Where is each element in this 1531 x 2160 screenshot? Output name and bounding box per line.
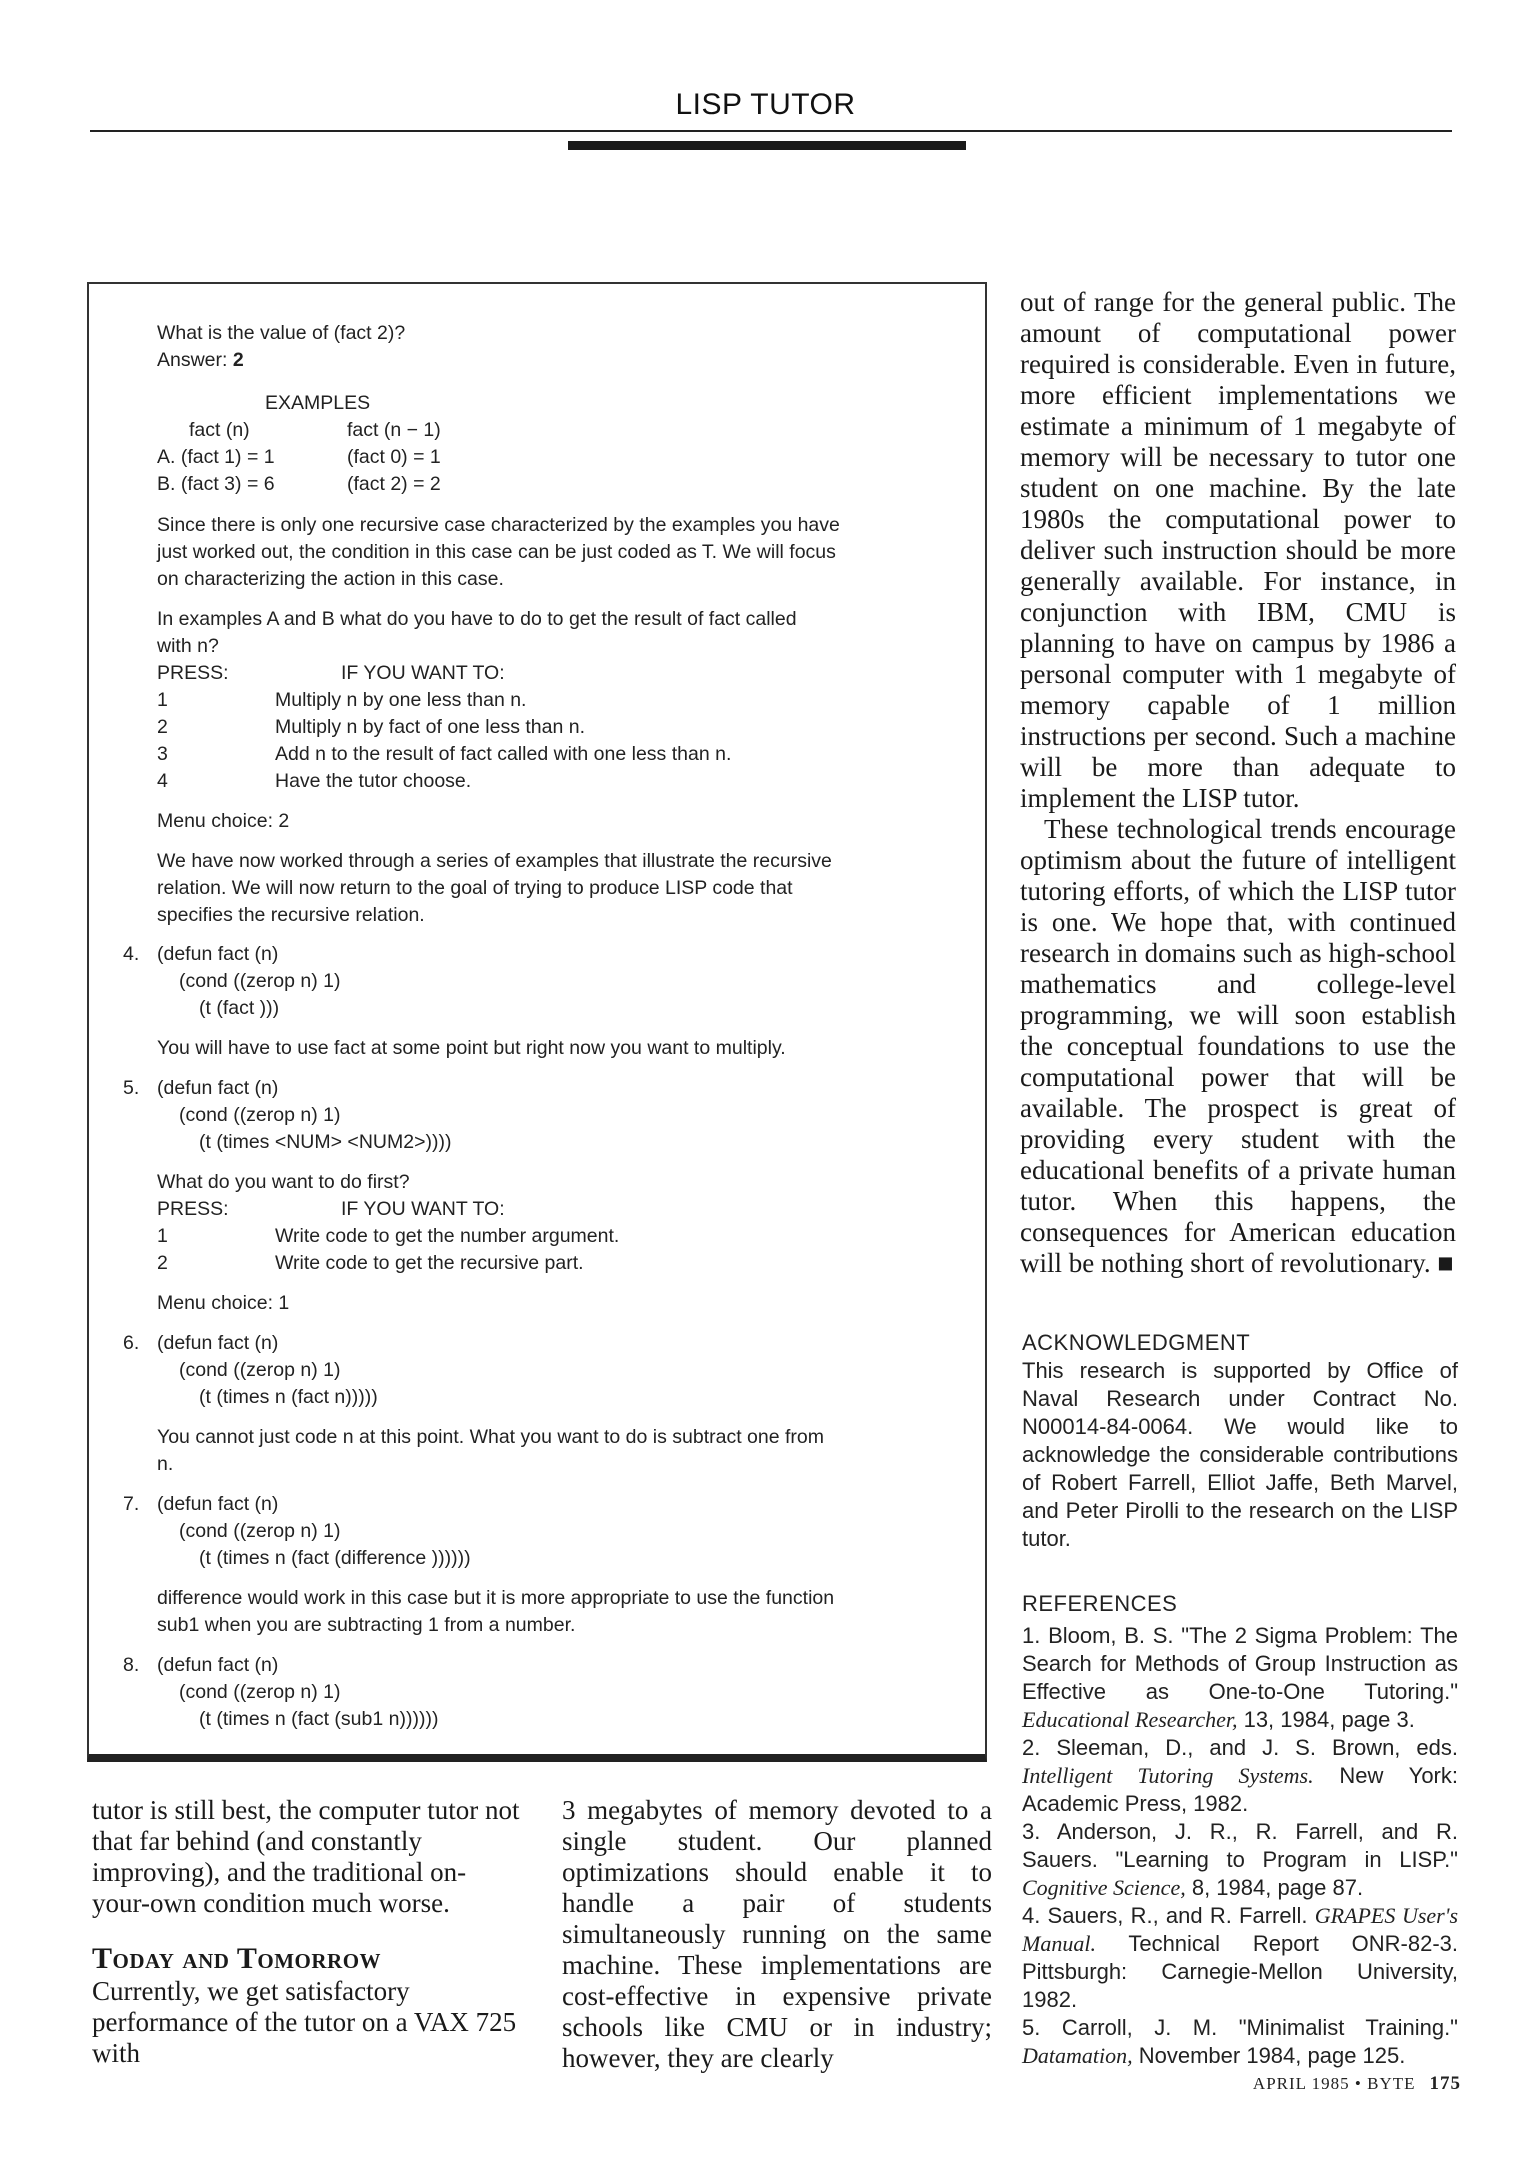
dialog-answer [157, 347, 244, 374]
header-rule [90, 130, 1452, 132]
examples-col1-head: fact (n) [189, 419, 250, 441]
code-line: (t (fact ))) [199, 997, 280, 1019]
reference-item: 1. Bloom, B. S. "The 2 Sigma Problem: The Search for Methods of Group Instruction as Effective as One-to-One Tutoring." Educational Researcher, 13, 1984, page 3. [1022, 1623, 1458, 1732]
step-number: 8. [123, 1654, 140, 1676]
code-line: (cond ((zerop n) 1) [179, 1359, 341, 1381]
menu-option-num: 4 [157, 770, 168, 792]
menu-option-num: 3 [157, 743, 168, 765]
dialog-text-line: relation. We will now return to the goal of trying to produce LISP code that [157, 877, 793, 899]
body-paragraph: These technological trends encourage optimism about the future of intelligent tutoring efforts, of which the LISP tutor is one. We hope that, with continued research in domains such as high-school mathematics and college-level programming, we will soon establish the conceptual foundations to use the computational power that will be available. The prospect is great of providing every student with the educational benefits of a private human tutor. When this happens, the consequences for American education will be nothing short of revolutionary. ■ [1020, 814, 1456, 1278]
examples-col2-head: fact (n − 1) [347, 419, 441, 441]
dialog-text-line: with n? [157, 635, 219, 657]
references-section [1022, 1590, 1458, 2070]
reference-item: 3. Anderson, J. R., R. Farrell, and R. Sauers. "Learning to Program in LISP." Cognitive Science, 8, 1984, page 87. [1022, 1819, 1458, 1900]
menu-option-text: Write code to get the number argument. [275, 1225, 620, 1247]
dialog-text-line: You will have to use fact at some point but right now you want to multiply. [157, 1037, 786, 1059]
code-line: (cond ((zerop n) 1) [179, 1520, 341, 1542]
dialog-text-line: In examples A and B what do you have to do to get the result of fact called [157, 608, 797, 630]
body-column-1 [92, 1795, 522, 2069]
menu-option-text: Have the tutor choose. [275, 770, 472, 792]
dialog-question: What do you want to do first? [157, 1171, 410, 1193]
dialog-text-line: on characterizing the action in this case. [157, 568, 504, 590]
if-want-label: IF YOU WANT TO: [341, 662, 505, 684]
example-a-left: A. (fact 1) = 1 [157, 446, 275, 468]
code-line: (t (times <NUM> <NUM2>)))) [199, 1131, 452, 1153]
code-line: (t (times n (fact (difference )))))) [199, 1547, 471, 1569]
body-paragraph: out of range for the general public. The amount of computational power required is considerable. Even in future, more efficient implementations we estimate a minimum of 1 megabyte of memory will be necessary to tutor one student on one machine. By the late 1980s the computational power to deliver such instruction should be more generally available. For instance, in conjunction with IBM, CMU is planning to have on campus by 1986 a personal computer with 1 megabyte of memory capable of 1 million instructions per second. Such a machine will be more than adequate to implement the LISP tutor. [1020, 287, 1456, 813]
press-label: PRESS: [157, 1198, 229, 1220]
examples-title: EXAMPLES [265, 392, 371, 414]
code-line: (defun fact (n) [157, 1654, 279, 1676]
menu-option-text: Write code to get the recursive part. [275, 1252, 584, 1274]
step-number: 5. [123, 1077, 140, 1099]
if-want-label: IF YOU WANT TO: [341, 1198, 505, 1220]
code-line: (cond ((zerop n) 1) [179, 970, 341, 992]
answer-value: 2 [232, 349, 244, 371]
running-header: LISP TUTOR [675, 88, 856, 121]
body-column-2 [562, 1795, 992, 2074]
dialog-text-line: difference would work in this case but it is more appropriate to use the function [157, 1587, 835, 1609]
reference-item: 5. Carroll, J. M. "Minimalist Training." Datamation, November 1984, page 125. [1022, 2015, 1458, 2068]
page-number: 175 [1429, 2073, 1461, 2094]
dialog-question: What is the value of (fact 2)? [157, 322, 406, 344]
footer-issue: APRIL 1985 • BYTE [1252, 2074, 1416, 2093]
references-heading: REFERENCES [1022, 1591, 1178, 1616]
menu-option-num: 1 [157, 689, 168, 711]
body-paragraph: tutor is still best, the computer tutor not that far behind (and constantly improving), and the traditional on-your-own condition much worse. [92, 1795, 520, 1918]
dialog-text-line: Since there is only one recursive case characterized by the examples you have [157, 514, 840, 536]
code-line: (t (times n (fact (sub1 n)))))) [199, 1708, 439, 1730]
reference-item: 2. Sleeman, D., and J. S. Brown, eds. Intelligent Tutoring Systems. New York: Academic Press, 1982. [1022, 1735, 1458, 1816]
example-b-left: B. (fact 3) = 6 [157, 473, 275, 495]
code-line: (defun fact (n) [157, 943, 279, 965]
dialog-text-line: n. [157, 1453, 174, 1475]
code-line: (t (times n (fact n))))) [199, 1386, 378, 1408]
answer-label: Answer: [157, 349, 228, 371]
menu-option-num: 1 [157, 1225, 168, 1247]
header-bar [568, 141, 966, 150]
press-label: PRESS: [157, 662, 229, 684]
step-number: 6. [123, 1332, 140, 1354]
menu-choice: Menu choice: 1 [157, 1292, 290, 1314]
menu-option-text: Add n to the result of fact called with one less than n. [275, 743, 732, 765]
dialog-text-line: We have now worked through a series of examples that illustrate the recursive [157, 850, 832, 872]
acknowledgment-heading: ACKNOWLEDGMENT [1022, 1330, 1251, 1355]
menu-choice: Menu choice: 2 [157, 810, 290, 832]
example-a-right: (fact 0) = 1 [347, 446, 441, 468]
reference-item: 4. Sauers, R., and R. Farrell. GRAPES User's Manual. Technical Report ONR-82-3. Pittsburgh: Carnegie-Mellon University, 1982. [1022, 1903, 1459, 2012]
menu-option-text: Multiply n by one less than n. [275, 689, 527, 711]
menu-option-text: Multiply n by fact of one less than n. [275, 716, 586, 738]
step-number: 4. [123, 943, 140, 965]
step-number: 7. [123, 1493, 140, 1515]
menu-option-num: 2 [157, 716, 168, 738]
body-paragraph: Currently, we get satisfactory performance of the tutor on a VAX 725 with [92, 1976, 517, 2068]
dialog-text-line: specifies the recursive relation. [157, 904, 425, 926]
code-line: (cond ((zerop n) 1) [179, 1681, 341, 1703]
code-line: (defun fact (n) [157, 1077, 279, 1099]
body-column-3 [1020, 287, 1456, 1279]
page-footer [1253, 2073, 1461, 2095]
section-heading: Today and Tomorrow [92, 1942, 382, 1975]
example-b-right: (fact 2) = 2 [347, 473, 441, 495]
code-line: (defun fact (n) [157, 1332, 279, 1354]
body-paragraph: 3 megabytes of memory devoted to a single student. Our planned optimizations should enable it to handle a pair of students simultaneously running on the same machine. These implementations are cost-effective in expensive private schools like CMU or in industry; however, they are clearly [562, 1795, 992, 2073]
acknowledgment-section [1022, 1329, 1458, 1553]
tutor-dialog-figure [87, 282, 987, 1762]
menu-option-num: 2 [157, 1252, 168, 1274]
code-line: (cond ((zerop n) 1) [179, 1104, 341, 1126]
dialog-text-line: You cannot just code n at this point. What you want to do is subtract one from [157, 1426, 824, 1448]
dialog-text-line: just worked out, the condition in this case can be just coded as T. We will focus [157, 541, 836, 563]
dialog-text-line: sub1 when you are subtracting 1 from a number. [157, 1614, 576, 1636]
code-line: (defun fact (n) [157, 1493, 279, 1515]
acknowledgment-text: This research is supported by Office of Naval Research under Contract No. N00014-84-0064. We would like to acknowledge the considerable contributions of Robert Farrell, Elliot Jaffe, Beth Marvel, and Peter Pirolli to the research on the LISP tutor. [1022, 1358, 1458, 1551]
